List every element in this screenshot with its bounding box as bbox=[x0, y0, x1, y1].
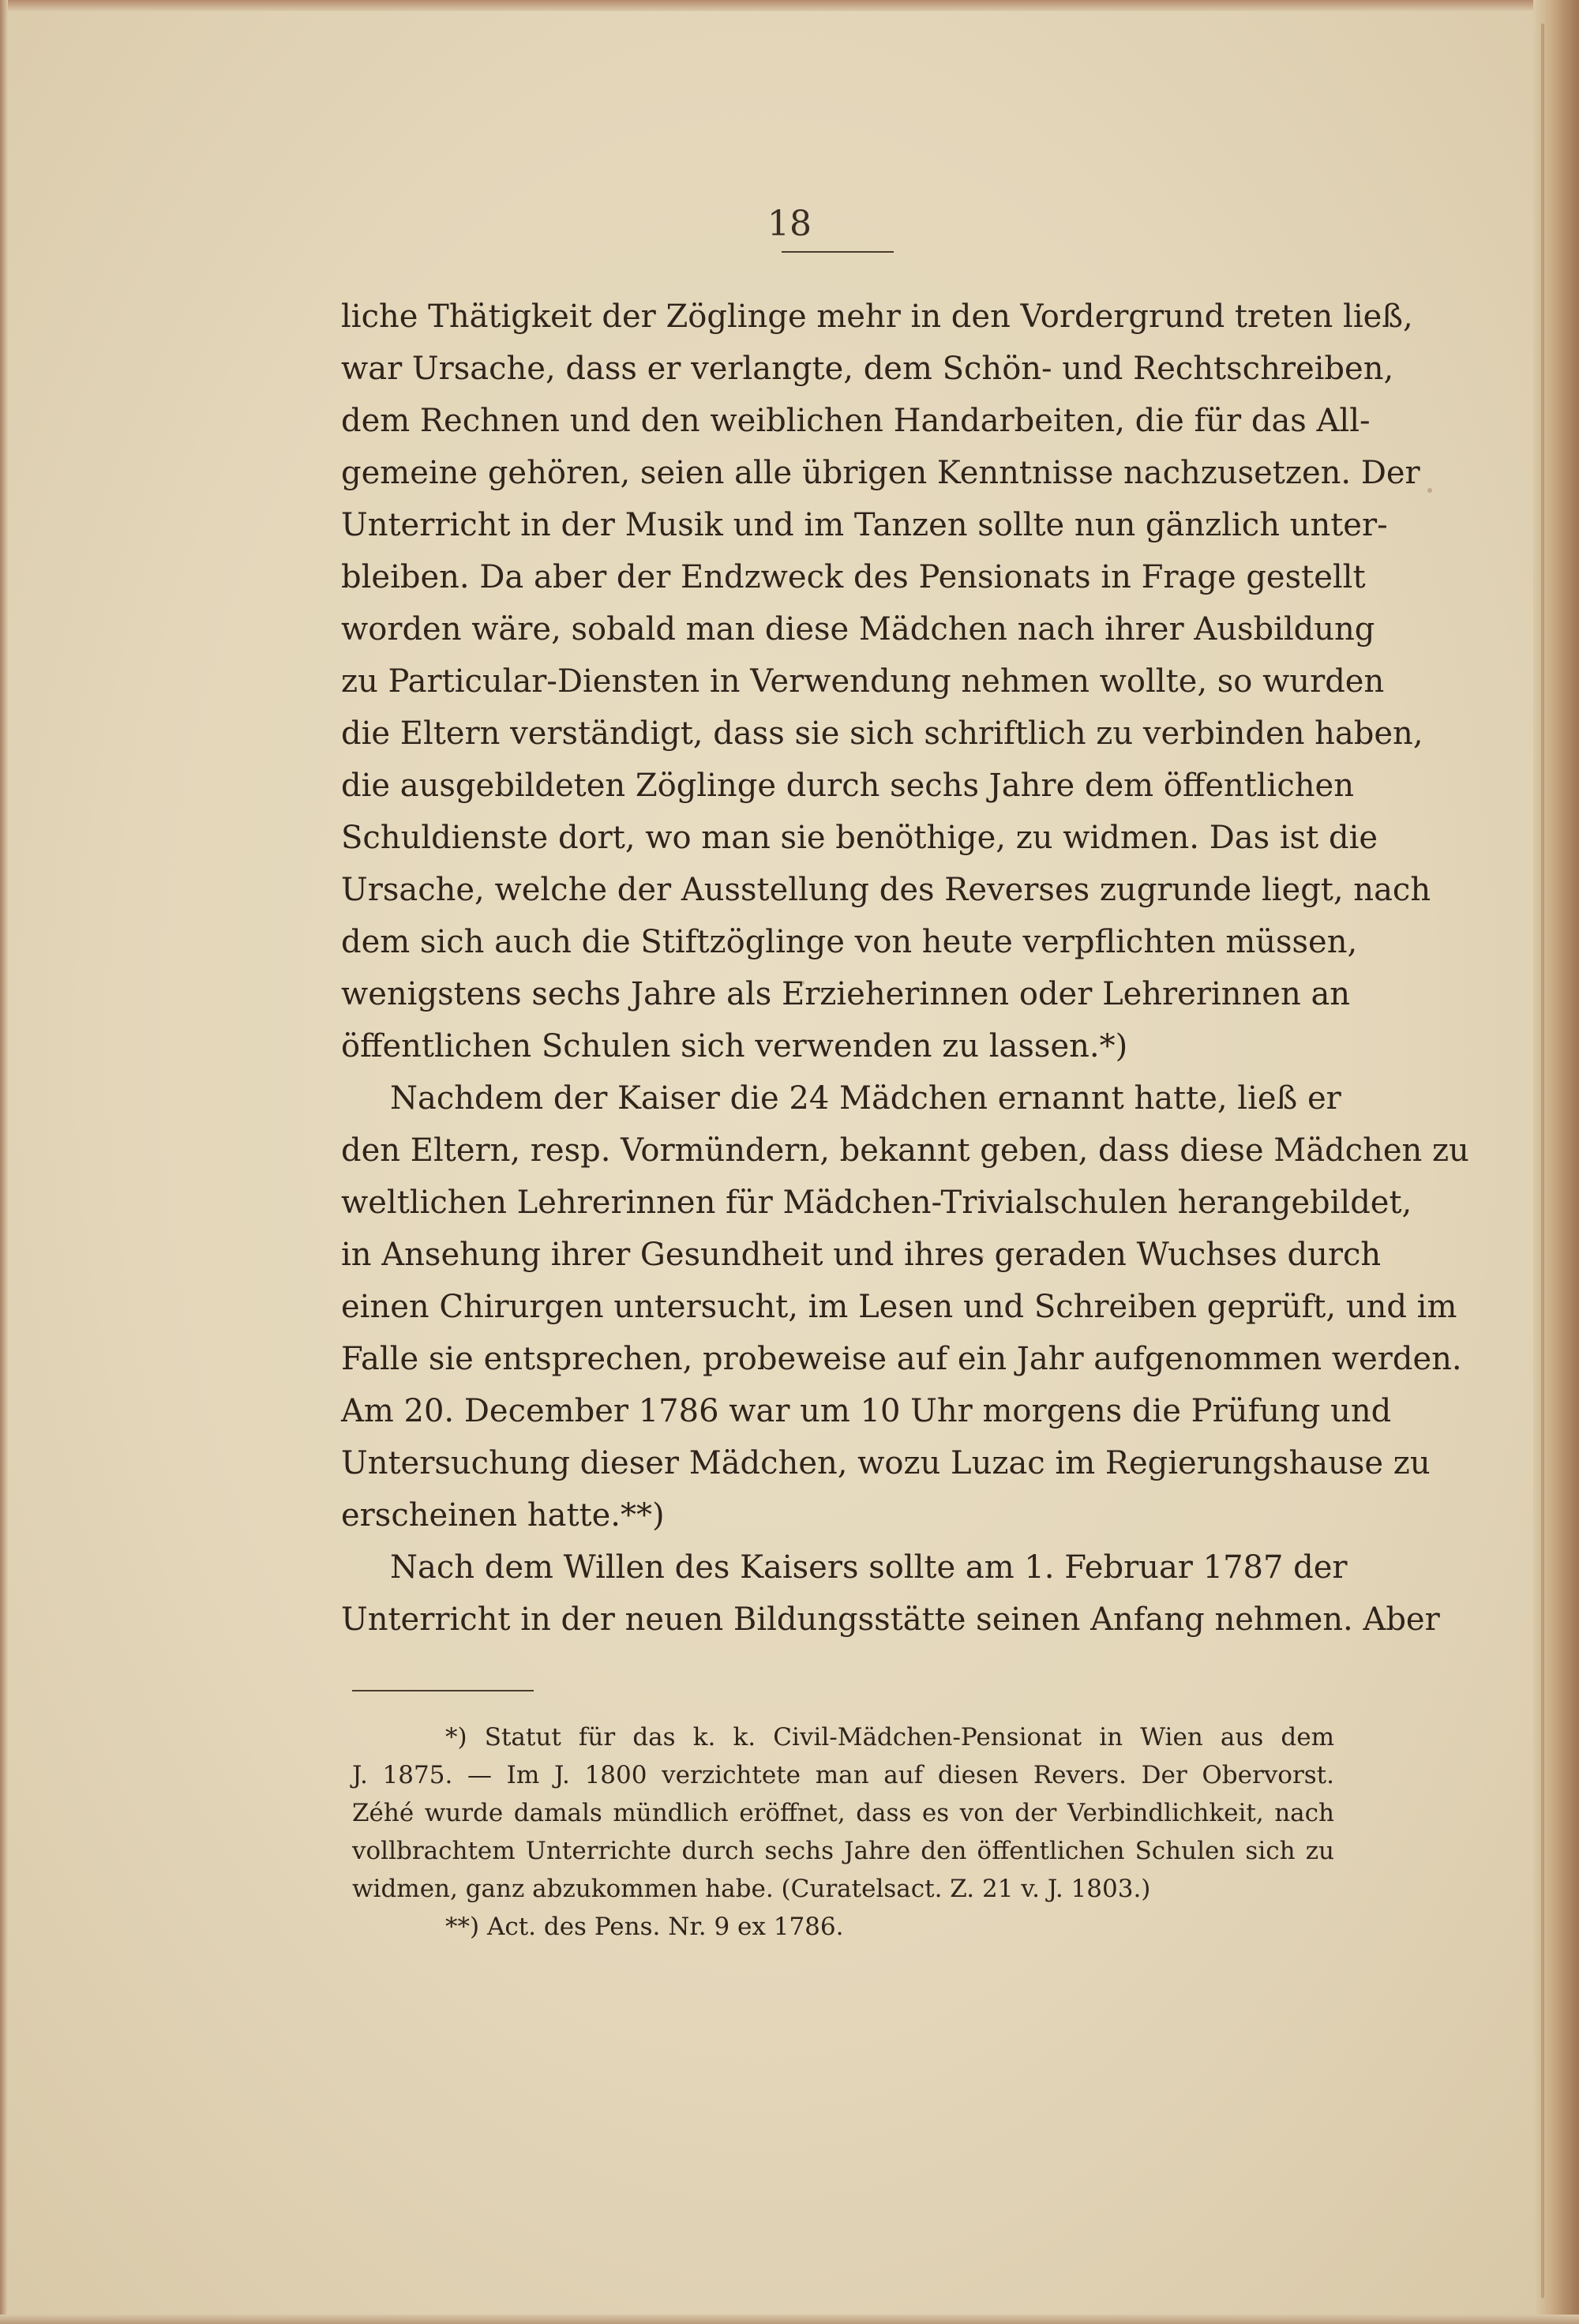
header-rule bbox=[782, 251, 894, 253]
text-line: Unterricht in der neuen Bildungsstätte seinen Anfang nehmen. Aber bbox=[341, 1601, 1440, 1638]
text-line: Nachdem der Kaiser die 24 Mädchen ernannt hatte, ließ er bbox=[390, 1080, 1341, 1117]
text-line: worden wäre, sobald man diese Mädchen nach ihrer Ausbildung bbox=[341, 611, 1375, 648]
text-line: in Ansehung ihrer Gesundheit und ihres geraden Wuchses durch bbox=[341, 1237, 1382, 1273]
text-line: Untersuchung dieser Mädchen, wozu Luzac im Regierungshause zu bbox=[341, 1445, 1431, 1481]
paper-speck bbox=[1427, 488, 1432, 493]
text-line: einen Chirurgen untersucht, im Lesen und Schreiben geprüft, und im bbox=[341, 1289, 1457, 1325]
text-line: liche Thätigkeit der Zöglinge mehr in den Vordergrund treten ließ, bbox=[341, 298, 1413, 335]
text-line: Schuldienste dort, wo man sie benöthige, zu widmen. Das ist die bbox=[341, 820, 1378, 856]
text-line: dem sich auch die Stiftzöglinge von heute verpflichten müssen, bbox=[341, 924, 1358, 960]
footnote-rule bbox=[352, 1690, 534, 1691]
footnote-line: Zéhé wurde damals mündlich eröffnet, dass es von der Verbindlichkeit, nach bbox=[352, 1799, 1334, 1827]
page-edge-right bbox=[1533, 0, 1579, 2324]
text-line: erscheinen hatte.**) bbox=[341, 1497, 665, 1534]
page-edge-left bbox=[0, 0, 8, 2324]
text-line: war Ursache, dass er verlangte, dem Schön- und Rechtschreiben, bbox=[341, 351, 1394, 387]
text-line: Ursache, welche der Ausstellung des Reverses zugrunde liegt, nach bbox=[341, 872, 1431, 908]
page-edge-bottom bbox=[0, 2315, 1579, 2324]
text-line: Nach dem Willen des Kaisers sollte am 1. Februar 1787 der bbox=[390, 1549, 1348, 1586]
text-line: den Eltern, resp. Vormündern, bekannt geben, dass diese Mädchen zu bbox=[341, 1132, 1469, 1169]
text-line: öffentlichen Schulen sich verwenden zu lassen.*) bbox=[341, 1028, 1128, 1064]
footnote-line: **) Act. des Pens. Nr. 9 ex 1786. bbox=[445, 1913, 844, 1941]
text-line: bleiben. Da aber der Endzweck des Pensionats in Frage gestellt bbox=[341, 559, 1366, 595]
footnote-line: vollbrachtem Unterrichte durch sechs Jahre den öffentlichen Schulen sich zu bbox=[352, 1837, 1334, 1865]
text-line: zu Particular-Diensten in Verwendung nehmen wollte, so wurden bbox=[341, 663, 1385, 700]
binding-gutter bbox=[1541, 24, 1544, 2298]
text-line: Am 20. December 1786 war um 10 Uhr morgens die Prüfung und bbox=[341, 1393, 1392, 1429]
text-line: dem Rechnen und den weiblichen Handarbeiten, die für das All- bbox=[341, 403, 1371, 439]
text-line: wenigstens sechs Jahre als Erzieherinnen oder Lehrerinnen an bbox=[341, 976, 1351, 1012]
main-text bbox=[341, 291, 1469, 1646]
footnote-line: *) Statut für das k. k. Civil-Mädchen-Pensionat in Wien aus dem bbox=[445, 1723, 1334, 1751]
footnote-line: widmen, ganz abzukommen habe. (Curatelsact. Z. 21 v. J. 1803.) bbox=[352, 1875, 1151, 1903]
footnote-line: J. 1875. — Im J. 1800 verzichtete man auf diesen Revers. Der Obervorst. bbox=[352, 1761, 1334, 1789]
text-line: die Eltern verständigt, dass sie sich schriftlich zu verbinden haben, bbox=[341, 715, 1423, 752]
footnotes bbox=[352, 1718, 1334, 1946]
text-line: Falle sie entsprechen, probeweise auf ein Jahr aufgenommen werden. bbox=[341, 1341, 1462, 1377]
text-line: gemeine gehören, seien alle übrigen Kenntnisse nachzusetzen. Der bbox=[341, 455, 1420, 491]
text-line: die ausgebildeten Zöglinge durch sechs Jahre dem öffentlichen bbox=[341, 768, 1354, 804]
text-line: weltlichen Lehrerinnen für Mädchen-Trivialschulen herangebildet, bbox=[341, 1185, 1412, 1221]
page-edge-top bbox=[0, 0, 1579, 11]
page-number: 18 bbox=[767, 204, 812, 244]
text-line: Unterricht in der Musik und im Tanzen sollte nun gänzlich unter- bbox=[341, 507, 1388, 543]
